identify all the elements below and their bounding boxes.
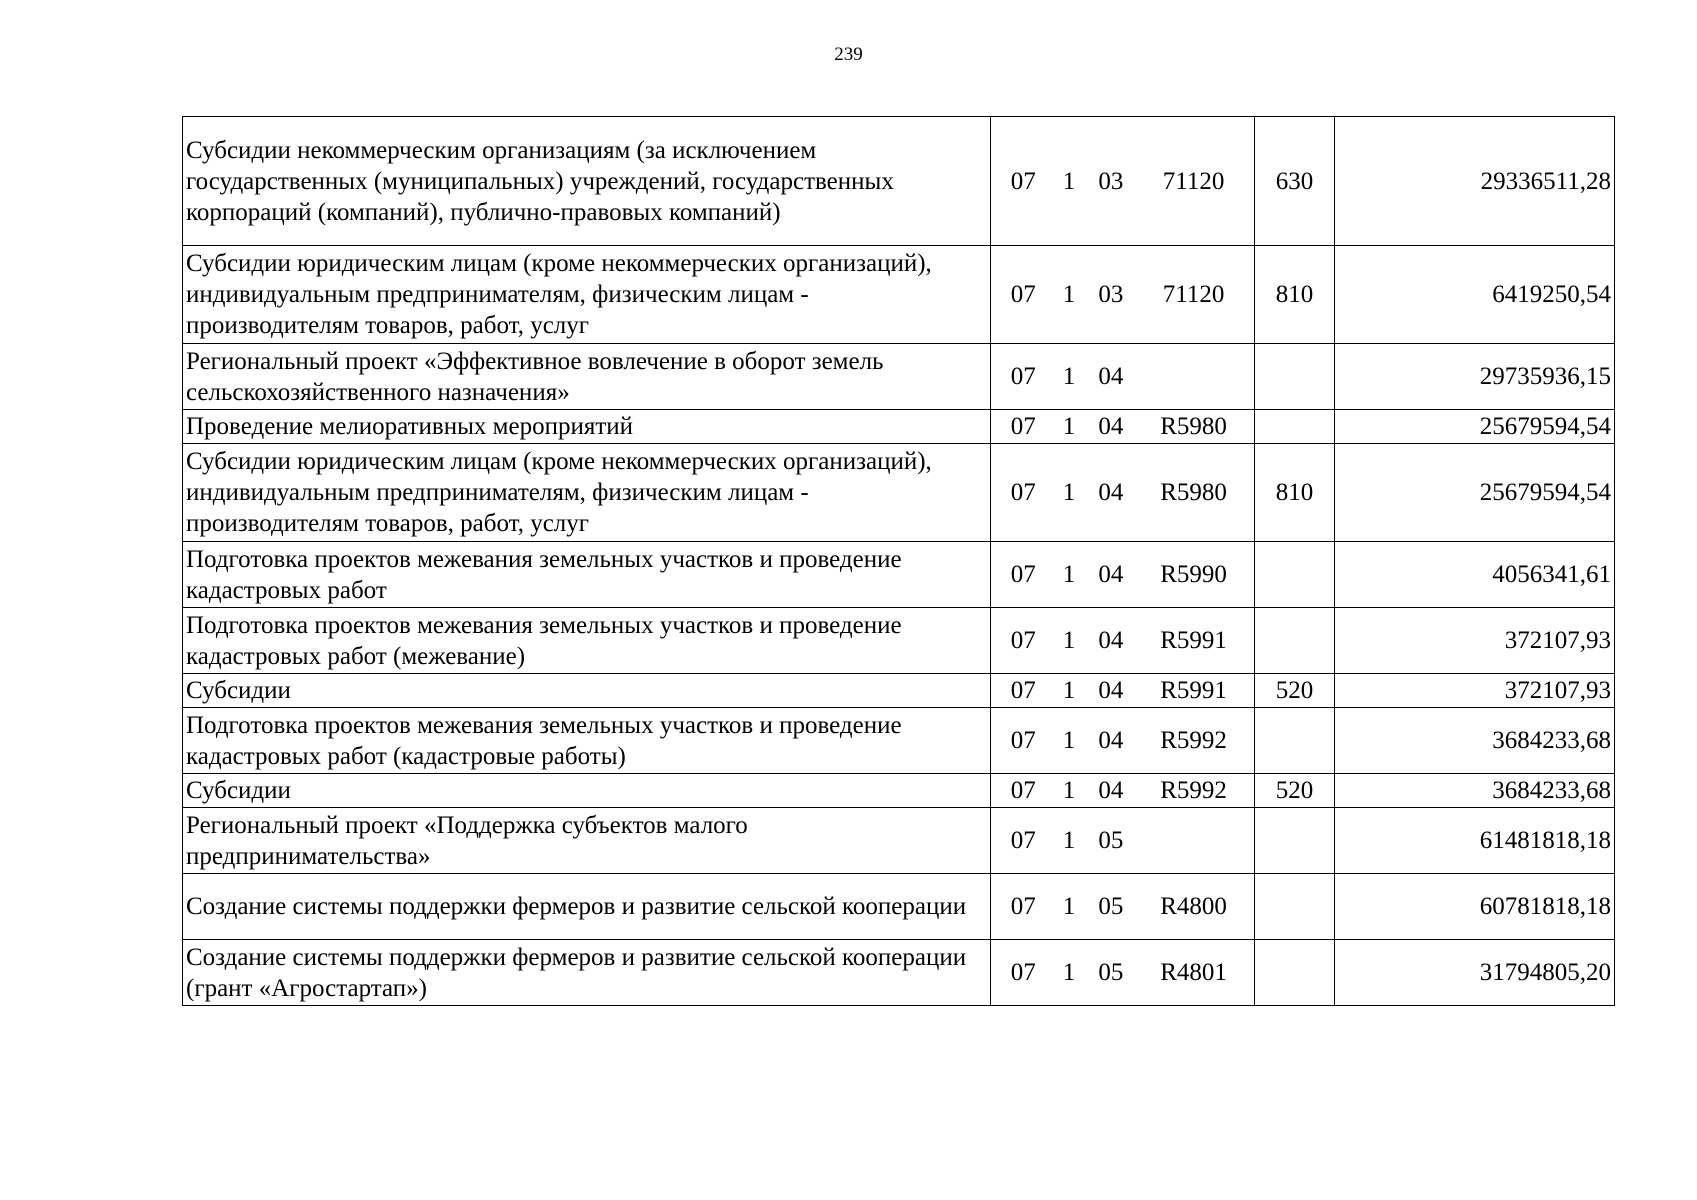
row-expense-type: 520 [1255, 774, 1335, 808]
row-codes [991, 410, 1255, 444]
row-amount: 372107,93 [1335, 608, 1615, 674]
row-program-code: 1 [1062, 561, 1076, 588]
row-subprogram-code: 03 [1098, 281, 1124, 308]
row-subprogram-code: 05 [1098, 893, 1124, 920]
row-article-code: R5992 [1160, 727, 1227, 754]
row-amount: 25679594,54 [1335, 444, 1615, 542]
row-amount: 25679594,54 [1335, 410, 1615, 444]
row-amount: 29735936,15 [1335, 344, 1615, 410]
row-codes [991, 542, 1255, 608]
row-amount: 29336511,28 [1335, 117, 1615, 246]
row-article-code: R5991 [1160, 677, 1227, 704]
row-amount: 3684233,68 [1335, 708, 1615, 774]
row-expense-type [1255, 808, 1335, 874]
row-name: Подготовка проектов межевания земельных участков и проведение кадастровых работ (кадастровые работы) [183, 708, 991, 774]
row-expense-type [1255, 940, 1335, 1006]
row-codes [991, 808, 1255, 874]
row-subprogram-code: 04 [1098, 413, 1124, 440]
row-program-code: 1 [1062, 827, 1076, 854]
row-codes [991, 246, 1255, 344]
row-expense-type [1255, 542, 1335, 608]
table-row [183, 774, 1615, 808]
row-expense-type [1255, 410, 1335, 444]
row-codes [991, 940, 1255, 1006]
row-section-code: 07 [1010, 893, 1036, 920]
row-article-code: R5991 [1160, 627, 1227, 654]
row-subprogram-code: 04 [1098, 363, 1124, 390]
table-row [183, 874, 1615, 940]
budget-table [182, 116, 1615, 1006]
row-subprogram-code: 05 [1098, 959, 1124, 986]
table-row [183, 708, 1615, 774]
row-section-code: 07 [1010, 479, 1036, 506]
row-name: Субсидии юридическим лицам (кроме некоммерческих организаций), индивидуальным предпринимателям, физическим лицам - производителям товаров, работ, услуг [183, 246, 991, 344]
row-section-code: 07 [1010, 959, 1036, 986]
row-subprogram-code: 04 [1098, 777, 1124, 804]
row-codes [991, 344, 1255, 410]
budget-table-body [183, 117, 1615, 1006]
row-codes [991, 608, 1255, 674]
row-name: Субсидии некоммерческим организациям (за исключением государственных (муниципальных) учреждений, государственных корпораций (компаний), публично-правовых компаний) [183, 117, 991, 246]
row-program-code: 1 [1062, 677, 1076, 704]
row-codes [991, 874, 1255, 940]
row-program-code: 1 [1062, 413, 1076, 440]
row-section-code: 07 [1010, 363, 1036, 390]
row-codes [991, 117, 1255, 246]
row-article-code: R5992 [1160, 777, 1227, 804]
table-row [183, 444, 1615, 542]
row-subprogram-code: 03 [1098, 167, 1124, 195]
row-expense-type [1255, 708, 1335, 774]
row-codes [991, 674, 1255, 708]
row-section-code: 07 [1010, 677, 1036, 704]
row-section-code: 07 [1010, 777, 1036, 804]
row-name: Проведение мелиоративных мероприятий [183, 410, 991, 444]
row-program-code: 1 [1062, 167, 1076, 195]
table-row [183, 940, 1615, 1006]
row-article-code: R5980 [1160, 413, 1227, 440]
page-number: 239 [834, 44, 863, 65]
table-row [183, 246, 1615, 344]
row-program-code: 1 [1062, 627, 1076, 654]
row-name: Субсидии юридическим лицам (кроме некоммерческих организаций), индивидуальным предпринимателям, физическим лицам - производителям товаров, работ, услуг [183, 444, 991, 542]
row-section-code: 07 [1010, 727, 1036, 754]
table-row [183, 542, 1615, 608]
row-article-code: R4800 [1160, 893, 1227, 920]
row-amount: 3684233,68 [1335, 774, 1615, 808]
row-program-code: 1 [1062, 479, 1076, 506]
row-expense-type: 810 [1255, 246, 1335, 344]
row-name: Подготовка проектов межевания земельных участков и проведение кадастровых работ (межевание) [183, 608, 991, 674]
row-name: Субсидии [183, 674, 991, 708]
row-article-code: R5980 [1160, 479, 1227, 506]
row-amount: 4056341,61 [1335, 542, 1615, 608]
table-row [183, 608, 1615, 674]
row-section-code: 07 [1010, 627, 1036, 654]
table-row [183, 410, 1615, 444]
row-amount: 60781818,18 [1335, 874, 1615, 940]
row-amount: 61481818,18 [1335, 808, 1615, 874]
row-amount: 372107,93 [1335, 674, 1615, 708]
row-subprogram-code: 04 [1098, 479, 1124, 506]
row-subprogram-code: 04 [1098, 561, 1124, 588]
row-codes [991, 444, 1255, 542]
row-name: Субсидии [183, 774, 991, 808]
row-codes [991, 708, 1255, 774]
row-amount: 31794805,20 [1335, 940, 1615, 1006]
table-row [183, 674, 1615, 708]
row-name: Региональный проект «Поддержка субъектов малого предпринимательства» [183, 808, 991, 874]
table-row [183, 117, 1615, 246]
row-codes [991, 774, 1255, 808]
row-article-code: 71120 [1162, 281, 1225, 308]
row-name: Создание системы поддержки фермеров и развитие сельской кооперации (грант «Агростартап») [183, 940, 991, 1006]
row-expense-type: 810 [1255, 444, 1335, 542]
row-section-code: 07 [1010, 827, 1036, 854]
row-program-code: 1 [1062, 959, 1076, 986]
table-row [183, 808, 1615, 874]
table-row [183, 344, 1615, 410]
row-article-code: R4801 [1160, 959, 1227, 986]
row-subprogram-code: 04 [1098, 677, 1124, 704]
row-expense-type: 630 [1255, 117, 1335, 246]
row-name: Региональный проект «Эффективное вовлечение в оборот земель сельскохозяйственного назначения» [183, 344, 991, 410]
row-subprogram-code: 04 [1098, 727, 1124, 754]
row-subprogram-code: 05 [1098, 827, 1124, 854]
row-expense-type: 520 [1255, 674, 1335, 708]
row-article-code: 71120 [1162, 167, 1225, 195]
row-section-code: 07 [1010, 281, 1036, 308]
row-expense-type [1255, 344, 1335, 410]
row-article-code: R5990 [1160, 561, 1227, 588]
row-subprogram-code: 04 [1098, 627, 1124, 654]
row-program-code: 1 [1062, 777, 1076, 804]
row-name: Создание системы поддержки фермеров и развитие сельской кооперации [183, 874, 991, 940]
row-expense-type [1255, 874, 1335, 940]
row-name: Подготовка проектов межевания земельных участков и проведение кадастровых работ [183, 542, 991, 608]
row-section-code: 07 [1010, 561, 1036, 588]
row-program-code: 1 [1062, 893, 1076, 920]
row-section-code: 07 [1010, 167, 1036, 195]
row-program-code: 1 [1062, 363, 1076, 390]
row-expense-type [1255, 608, 1335, 674]
row-section-code: 07 [1010, 413, 1036, 440]
row-program-code: 1 [1062, 281, 1076, 308]
row-amount: 6419250,54 [1335, 246, 1615, 344]
row-program-code: 1 [1062, 727, 1076, 754]
